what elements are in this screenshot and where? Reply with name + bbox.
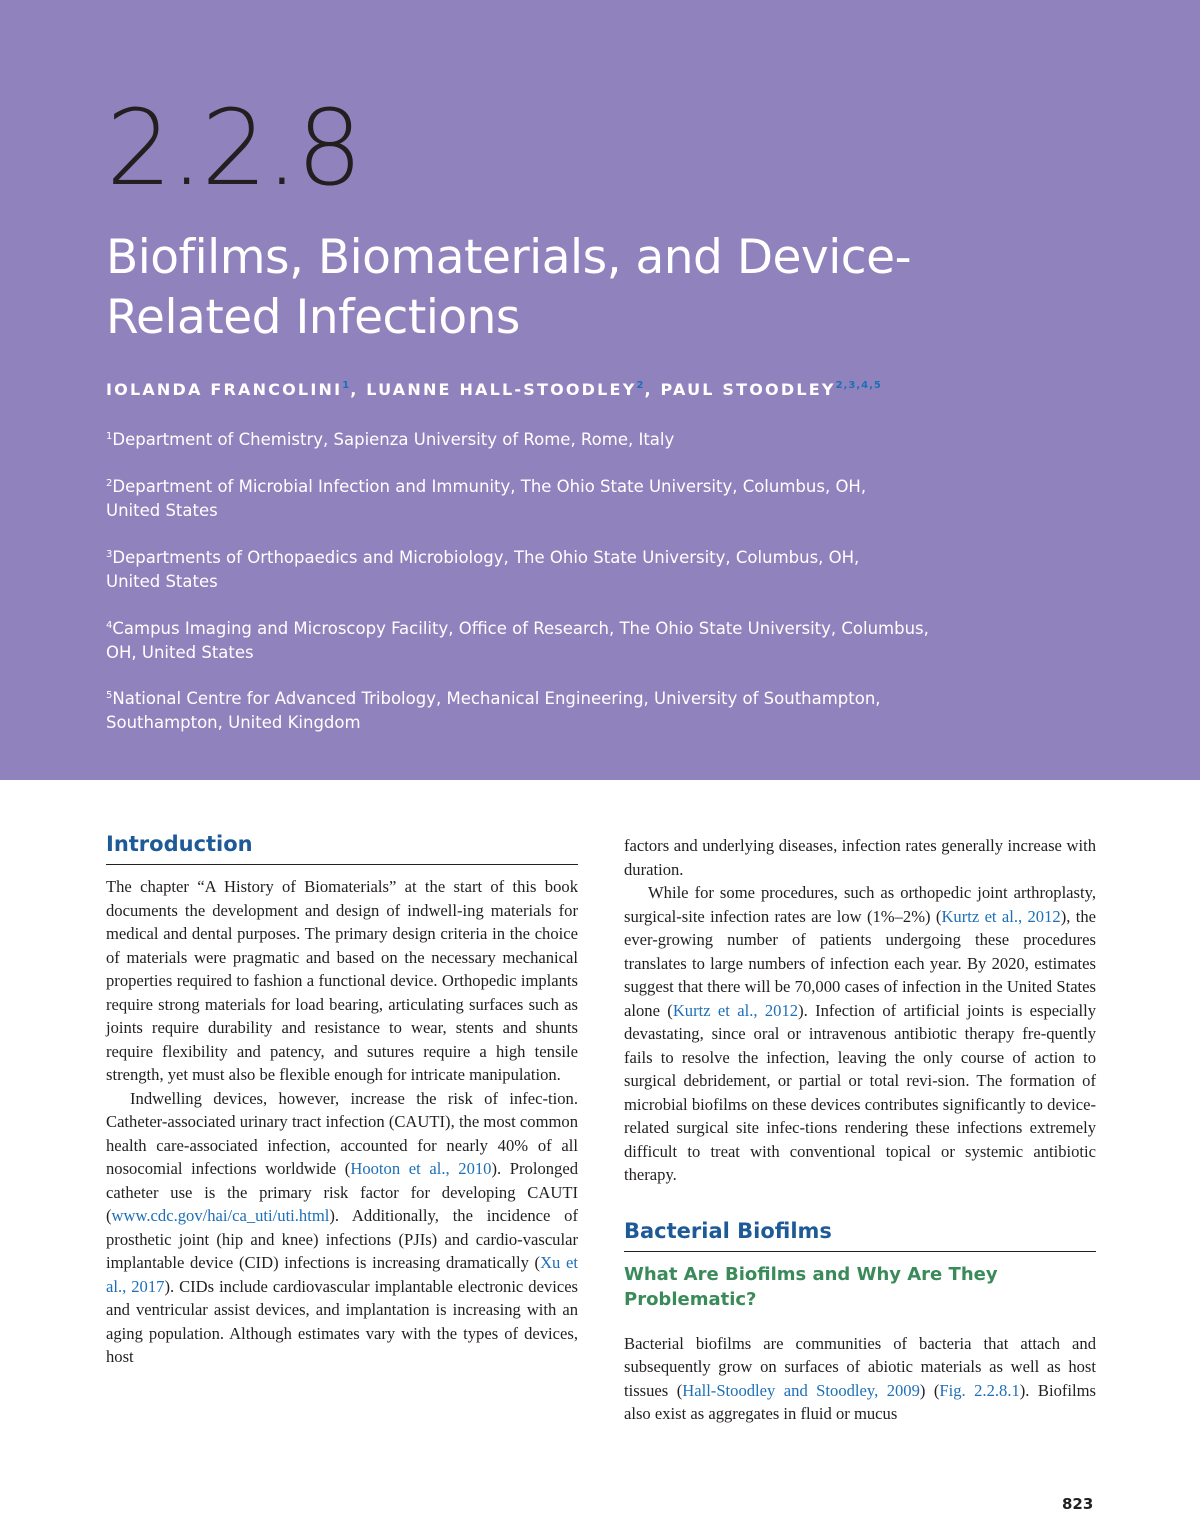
affiliation-5	[106, 684, 1096, 734]
paragraph: The chapter “A History of Biomaterials” at the start of this book documents the development and design of indwell-ing materials for medical and dental purposes. The primary design criteria in the choice of materials were pragmatic and based on the necessary mechanical properties required to fashion a functional device. Orthopedic implants require strong materials for load bearing, articulating surfaces such as joints require durability and resistance to wear, stents and shunts require flexibility and patency, and sutures require a high tensile strength, yet must also be flexible enough for intricate manipulation.	[106, 877, 578, 1084]
affiliation-text: Department of Chemistry, Sapienza University of Rome, Rome, Italy	[112, 430, 675, 449]
url-link[interactable]: www.cdc.gov/hai/ca_uti/uti.html	[111, 1206, 330, 1225]
author-name: LUANNE HALL-STOODLEY	[366, 380, 637, 399]
figure-link[interactable]: Fig. 2.2.8.1	[939, 1380, 1020, 1400]
chapter-title-line: Related Infections	[106, 290, 520, 345]
paragraph-text: ). CIDs include cardiovascular implantable electronic devices and ventricular assist devices, and implantation is increasing with an aging population. Although estimates vary with the types of devices, host	[106, 1276, 579, 1366]
affiliation-marker: 1	[106, 431, 113, 442]
affiliation-marker: 2	[106, 478, 113, 489]
affiliation-2	[106, 472, 1096, 522]
section-heading-bacterial-biofilms: Bacterial Biofilms	[624, 1217, 1096, 1252]
author-separator: ,	[350, 380, 367, 399]
affiliation-1	[106, 425, 1096, 452]
affiliation-text: United States	[106, 571, 218, 591]
subsection-heading: What Are Biofilms and Why Are They Problematic?	[624, 1263, 998, 1310]
paragraph: factors and underlying diseases, infection rates generally increase with duration.	[624, 836, 1096, 879]
citation-link[interactable]: Xu et al., 2017	[106, 1253, 578, 1296]
affiliation-3	[106, 543, 1096, 593]
paragraph	[624, 1332, 1096, 1426]
author-separator: ,	[644, 380, 661, 399]
affiliation-marker: 5	[106, 690, 113, 701]
paragraph-text: ). Biofilms also exist as aggregates in fluid or mucus	[624, 1380, 1096, 1423]
paragraph-text: ). Prolonged catheter use is the primary risk factor for developing CAUTI (	[106, 1159, 578, 1225]
paragraph-text: Indwelling devices, however, increase the risk of infec-tion. Catheter-associated urinary tract infection (CAUTI), the most common health care-associated infection, accounted for nearly 40% of all nosocomial infections worldwide (	[106, 1088, 578, 1178]
affiliation-text: National Centre for Advanced Tribology, Mechanical Engineering, University of Southampton,	[112, 689, 881, 708]
paragraph-text: ), the ever-growing number of patients undergoing these procedures translates to large numbers of infection each year. By 2020, estimates suggest that there will be 70,000 cases of infection in the United States alone (	[624, 906, 1096, 1020]
right-column	[624, 834, 1096, 1426]
citation-link[interactable]: Kurtz et al., 2012	[672, 1000, 799, 1020]
paragraph-text: ). Additionally, the incidence of prosthetic joint (hip and knee) infections (PJIs) and cardio-vascular implantable device (CID) infections is increasing dramatically (	[106, 1206, 578, 1272]
page-number: 823	[1062, 1495, 1094, 1513]
citation-link[interactable]: Hall-Stoodley and Stoodley, 2009	[682, 1380, 920, 1400]
chapter-number: 2.2.8	[106, 87, 361, 209]
left-column	[106, 830, 578, 1369]
chapter-title	[106, 228, 1106, 348]
author-list	[106, 380, 882, 399]
affiliation-marker: 3	[106, 549, 113, 560]
affiliation-text: United States	[106, 500, 218, 520]
paragraph-text: ). Infection of artificial joints is especially devastating, since oral or intravenous antibiotic therapy fre-quently fails to resolve the infection, leaving the only course of action to surgical debridement, or partial or total revi-sion. The formation of microbial biofilms on these devices contributes significantly to device-related surgical site infec-tions rendering these infections extremely difficult to treat with conventional topical or systemic antibiotic therapy.	[624, 1000, 1096, 1184]
affiliation-text: Campus Imaging and Microscopy Facility, Office of Research, The Ohio State University, Columbus,	[112, 619, 929, 638]
paragraph	[624, 881, 1096, 1187]
affiliation-4	[106, 614, 1096, 664]
affiliation-text: Southampton, United Kingdom	[106, 712, 361, 732]
author-affiliation-marker[interactable]: 2,3,4,5	[835, 380, 882, 391]
section-heading-introduction: Introduction	[106, 830, 578, 865]
author-name: PAUL STOODLEY	[660, 380, 836, 399]
affiliation-marker: 4	[106, 620, 113, 631]
citation-link[interactable]: Hooton et al., 2010	[350, 1159, 492, 1178]
paragraph-text: ) (	[919, 1380, 940, 1400]
affiliation-text: Departments of Orthopaedics and Microbiology, The Ohio State University, Columbus, OH,	[112, 548, 860, 567]
author-affiliation-marker[interactable]: 1	[342, 380, 351, 391]
chapter-title-line: Biofilms, Biomaterials, and Device-	[106, 230, 912, 285]
paragraph-text: Bacterial biofilms are communities of bacteria that attach and subsequently grow on surfaces of abiotic materials as well as host tissues (	[624, 1333, 1096, 1400]
affiliation-text: OH, United States	[106, 642, 254, 662]
citation-link[interactable]: Kurtz et al., 2012	[941, 906, 1061, 926]
author-affiliation-marker[interactable]: 2	[636, 380, 645, 391]
paragraph-text: While for some procedures, such as orthopedic joint arthroplasty, surgical-site infection rates are low (1%–2%) (	[624, 883, 1096, 926]
affiliation-text: Department of Microbial Infection and Immunity, The Ohio State University, Columbus, OH,	[112, 477, 867, 496]
author-name: IOLANDA FRANCOLINI	[106, 380, 343, 399]
paragraph	[106, 1087, 578, 1369]
